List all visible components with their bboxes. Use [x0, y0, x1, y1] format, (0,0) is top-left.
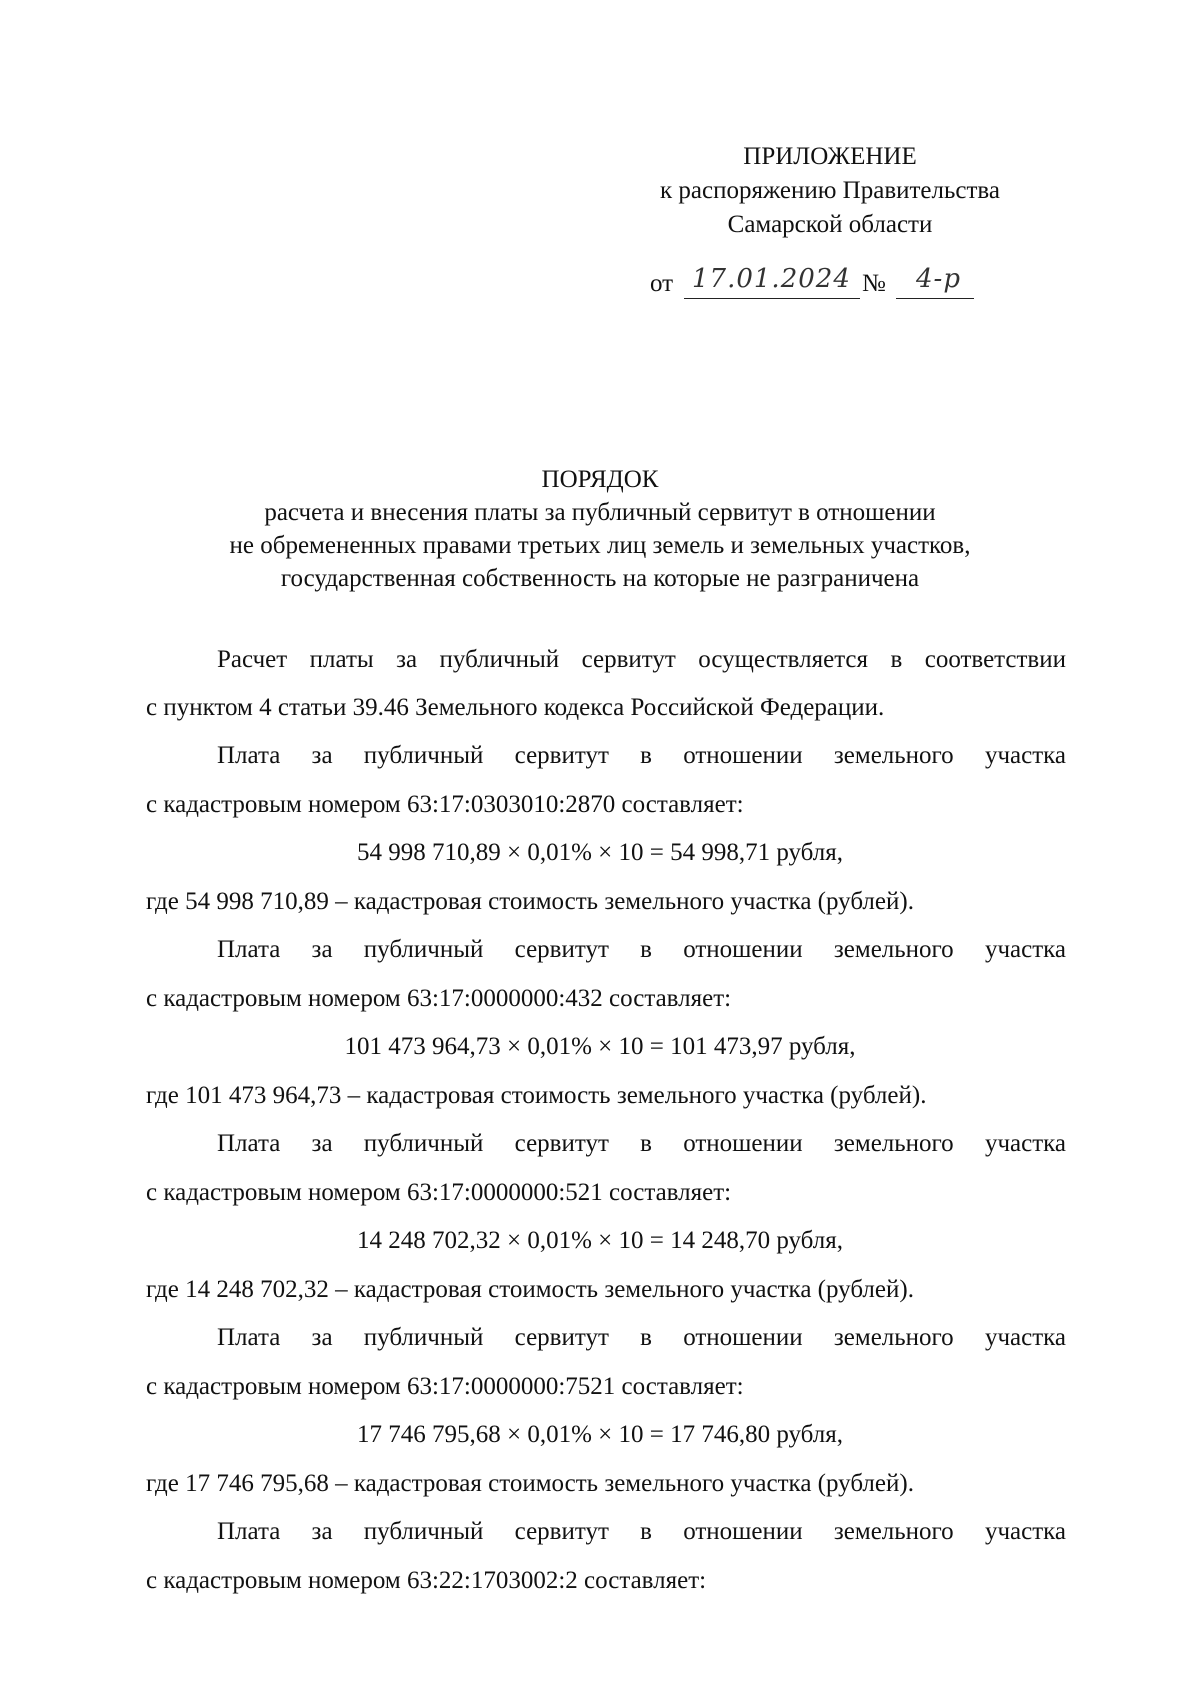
- section-2-line-2: с кадастровым номером 63:17:0000000:432 составляет:: [146, 985, 732, 1012]
- section-1-note: где 54 998 710,89 – кадастровая стоимость земельного участка (рублей).: [146, 888, 914, 915]
- title-heading: ПОРЯДОК: [541, 466, 659, 493]
- section-3-formula: 14 248 702,32 × 0,01% × 10 = 14 248,70 рубля,: [356, 1227, 844, 1254]
- section-4-note: где 17 746 795,68 – кадастровая стоимость земельного участка (рублей).: [146, 1470, 914, 1497]
- section-4-formula: 17 746 795,68 × 0,01% × 10 = 17 746,80 рубля,: [356, 1421, 844, 1448]
- intro-line-2: с пунктом 4 статьи 39.46 Земельного кодекса Российской Федерации.: [146, 694, 885, 721]
- title-line-1: расчета и внесения платы за публичный сервитут в отношении: [264, 499, 936, 526]
- annex-line-2: Самарской области: [727, 211, 933, 238]
- document-title: [0, 463, 1200, 595]
- section-3-line-1: Плата за публичный сервитут в отношении земельного участка: [217, 1130, 1066, 1157]
- title-line-3: государственная собственность на которые не разграничена: [280, 565, 920, 592]
- annex-line-1: к распоряжению Правительства: [659, 177, 1000, 204]
- section-5-line-2: с кадастровым номером 63:22:1703002:2 составляет:: [146, 1567, 707, 1594]
- number-underline: [896, 298, 974, 299]
- section-4-line-1: Плата за публичный сервитут в отношении земельного участка: [217, 1324, 1066, 1351]
- date-underline: [684, 298, 860, 299]
- handwritten-date: 17.01.2024: [692, 264, 851, 294]
- title-line-2: не обремененных правами третьих лиц земель и земельных участков,: [229, 532, 971, 559]
- section-2-line-1: Плата за публичный сервитут в отношении земельного участка: [217, 936, 1066, 963]
- section-1-line-2: с кадастровым номером 63:17:0303010:2870 составляет:: [146, 791, 744, 818]
- order-reference: [650, 262, 1030, 306]
- annex-heading: ПРИЛОЖЕНИЕ: [743, 143, 917, 170]
- section-2-note: где 101 473 964,73 – кадастровая стоимость земельного участка (рублей).: [146, 1082, 927, 1109]
- section-1-formula: 54 998 710,89 × 0,01% × 10 = 54 998,71 рубля,: [356, 839, 844, 866]
- annex-block: [620, 140, 1040, 242]
- section-2-formula: 101 473 964,73 × 0,01% × 10 = 101 473,97 рубля,: [344, 1033, 856, 1060]
- section-4-line-2: с кадастровым номером 63:17:0000000:7521 составляет:: [146, 1373, 744, 1400]
- handwritten-number: 4-р: [916, 264, 961, 294]
- number-prefix: №: [862, 270, 886, 297]
- section-3-note: где 14 248 702,32 – кадастровая стоимость земельного участка (рублей).: [146, 1276, 914, 1303]
- intro-line-1: Расчет платы за публичный сервитут осуществляется в соответствии: [217, 646, 1066, 673]
- date-prefix: от: [650, 270, 674, 297]
- section-1-line-1: Плата за публичный сервитут в отношении земельного участка: [217, 742, 1066, 769]
- section-3-line-2: с кадастровым номером 63:17:0000000:521 составляет:: [146, 1179, 732, 1206]
- section-5-line-1: Плата за публичный сервитут в отношении земельного участка: [217, 1518, 1066, 1545]
